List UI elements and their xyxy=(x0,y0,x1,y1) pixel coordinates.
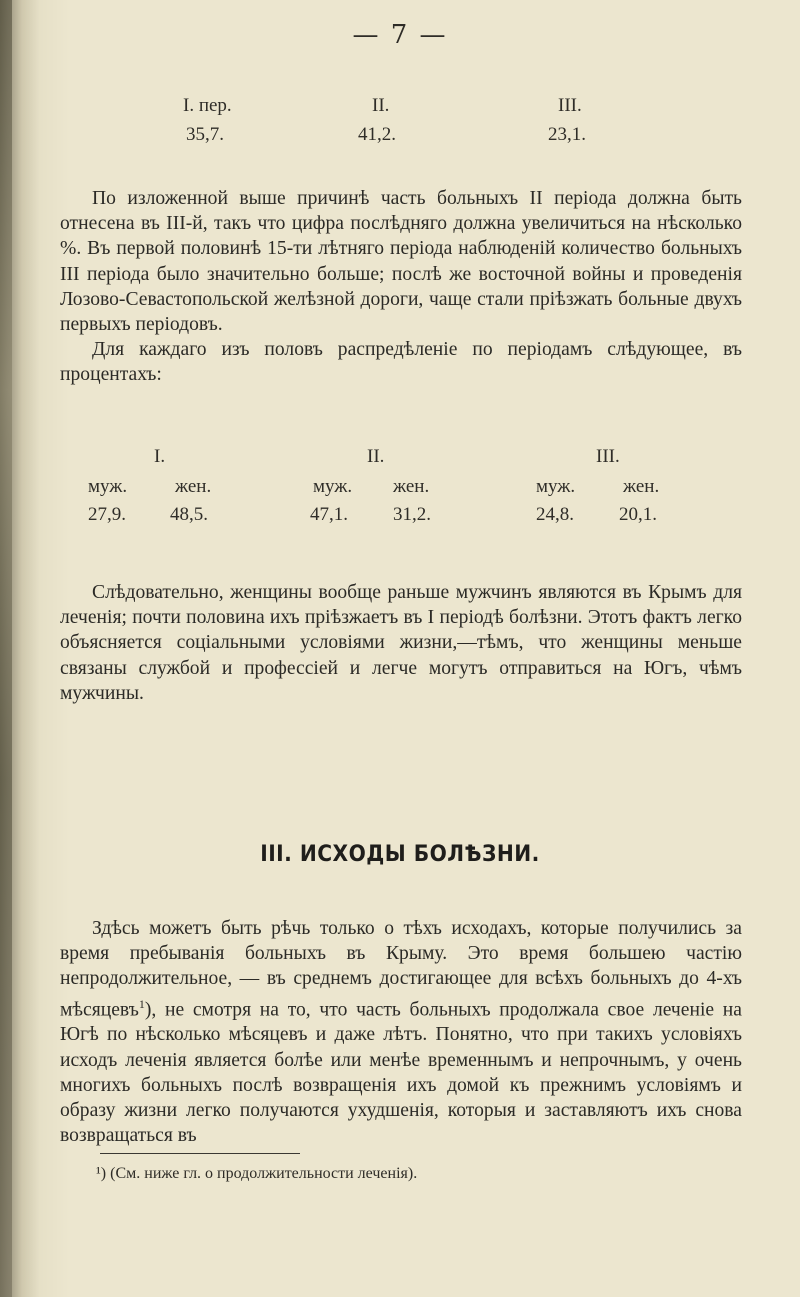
period-header-2: II. xyxy=(372,95,390,116)
section-heading: III. ИСХОДЫ БОЛѢЗНИ. xyxy=(260,842,540,867)
sex-label-female-2: жен. xyxy=(393,476,430,497)
paragraph-periods: По изложенной выше причинѣ часть больныхъ II періода должна быть отнесена въ III-й, такъ что цифра послѣдняго должна увеличиться на нѣсколько %. Въ первой половинѣ 15-ти лѣтняго періода наблюденій количество больныхъ III періода было значительно больше; послѣ же восточной войны и проведенія Лозово-Севастопольской желѣзной дороги, чаще стали пріѣзжать больные двухъ первыхъ періодовъ. xyxy=(60,188,742,336)
sex-value-male-1: 27,9. xyxy=(88,504,126,525)
paragraph-sex-intro: Для каждаго изъ половъ распредѣленіе по періодамъ слѣдующее, въ процентахъ: xyxy=(60,339,742,386)
sex-value-female-3: 20,1. xyxy=(619,504,657,525)
period-header-1: I. пер. xyxy=(183,95,232,116)
sex-value-male-2: 47,1. xyxy=(310,504,348,525)
sex-label-male-1: муж. xyxy=(88,476,128,497)
sex-label-male-2: муж. xyxy=(313,476,353,497)
paragraph-conclusion: Слѣдовательно, женщины вообще раньше мужчинъ являются въ Крымъ для леченія; почти половина ихъ пріѣзжаетъ въ I періодѣ болѣзни. Этотъ фактъ легко объясняется соціальными условіями жизни,—тѣмъ, что женщины меньше связаны службой и профессіей и легче могутъ отправиться на Югъ, чѣмъ мужчины. xyxy=(60,582,742,704)
page-number: — 7 — xyxy=(352,20,448,50)
sex-period-header-2: II. xyxy=(367,446,385,467)
sex-value-female-1: 48,5. xyxy=(170,504,208,525)
sex-period-header-3: III. xyxy=(596,446,620,467)
period-value-1: 35,7. xyxy=(186,124,224,145)
sex-label-male-3: муж. xyxy=(536,476,576,497)
text-block-2 xyxy=(60,580,742,706)
sex-value-male-3: 24,8. xyxy=(536,504,574,525)
footnote-marker: 1 xyxy=(138,996,145,1011)
sex-label-female-1: жен. xyxy=(175,476,212,497)
sex-period-table xyxy=(0,0,800,560)
sex-period-header-1: I. xyxy=(154,446,166,467)
footnote: ¹) (См. ниже гл. о продолжительности леченія). xyxy=(96,1165,418,1182)
paragraph-outcomes xyxy=(60,916,742,1148)
paragraph-outcomes-part1: Здѣсь можетъ быть рѣчь только о тѣхъ исходахъ, которые получились за время пребыванія больныхъ въ Крыму. Это время большею частію непродолжительное, — въ среднемъ достигающее для всѣхъ больныхъ до 4-хъ мѣсяцевъ xyxy=(60,918,742,1021)
sex-label-female-3: жен. xyxy=(623,476,660,497)
period-header-3: III. xyxy=(558,95,582,116)
footnote-divider xyxy=(100,1153,300,1154)
period-value-3: 23,1. xyxy=(548,124,586,145)
sex-value-female-2: 31,2. xyxy=(393,504,431,525)
period-value-2: 41,2. xyxy=(358,124,396,145)
paragraph-outcomes-part2: ), не смотря на то, что часть больныхъ продолжала свое леченіе на Югѣ по нѣсколько мѣсяцевъ и даже лѣтъ. Понятно, что при такихъ условіяхъ исходъ леченія является болѣе или менѣе временнымъ и непрочнымъ, у очень многихъ больныхъ послѣ возвращенія ихъ домой къ прежнимъ условіямъ и образу жизни легко получаются ухудшенія, которыя и заставляютъ ихъ снова возвращаться въ xyxy=(60,999,742,1147)
text-block-3 xyxy=(60,916,742,1148)
